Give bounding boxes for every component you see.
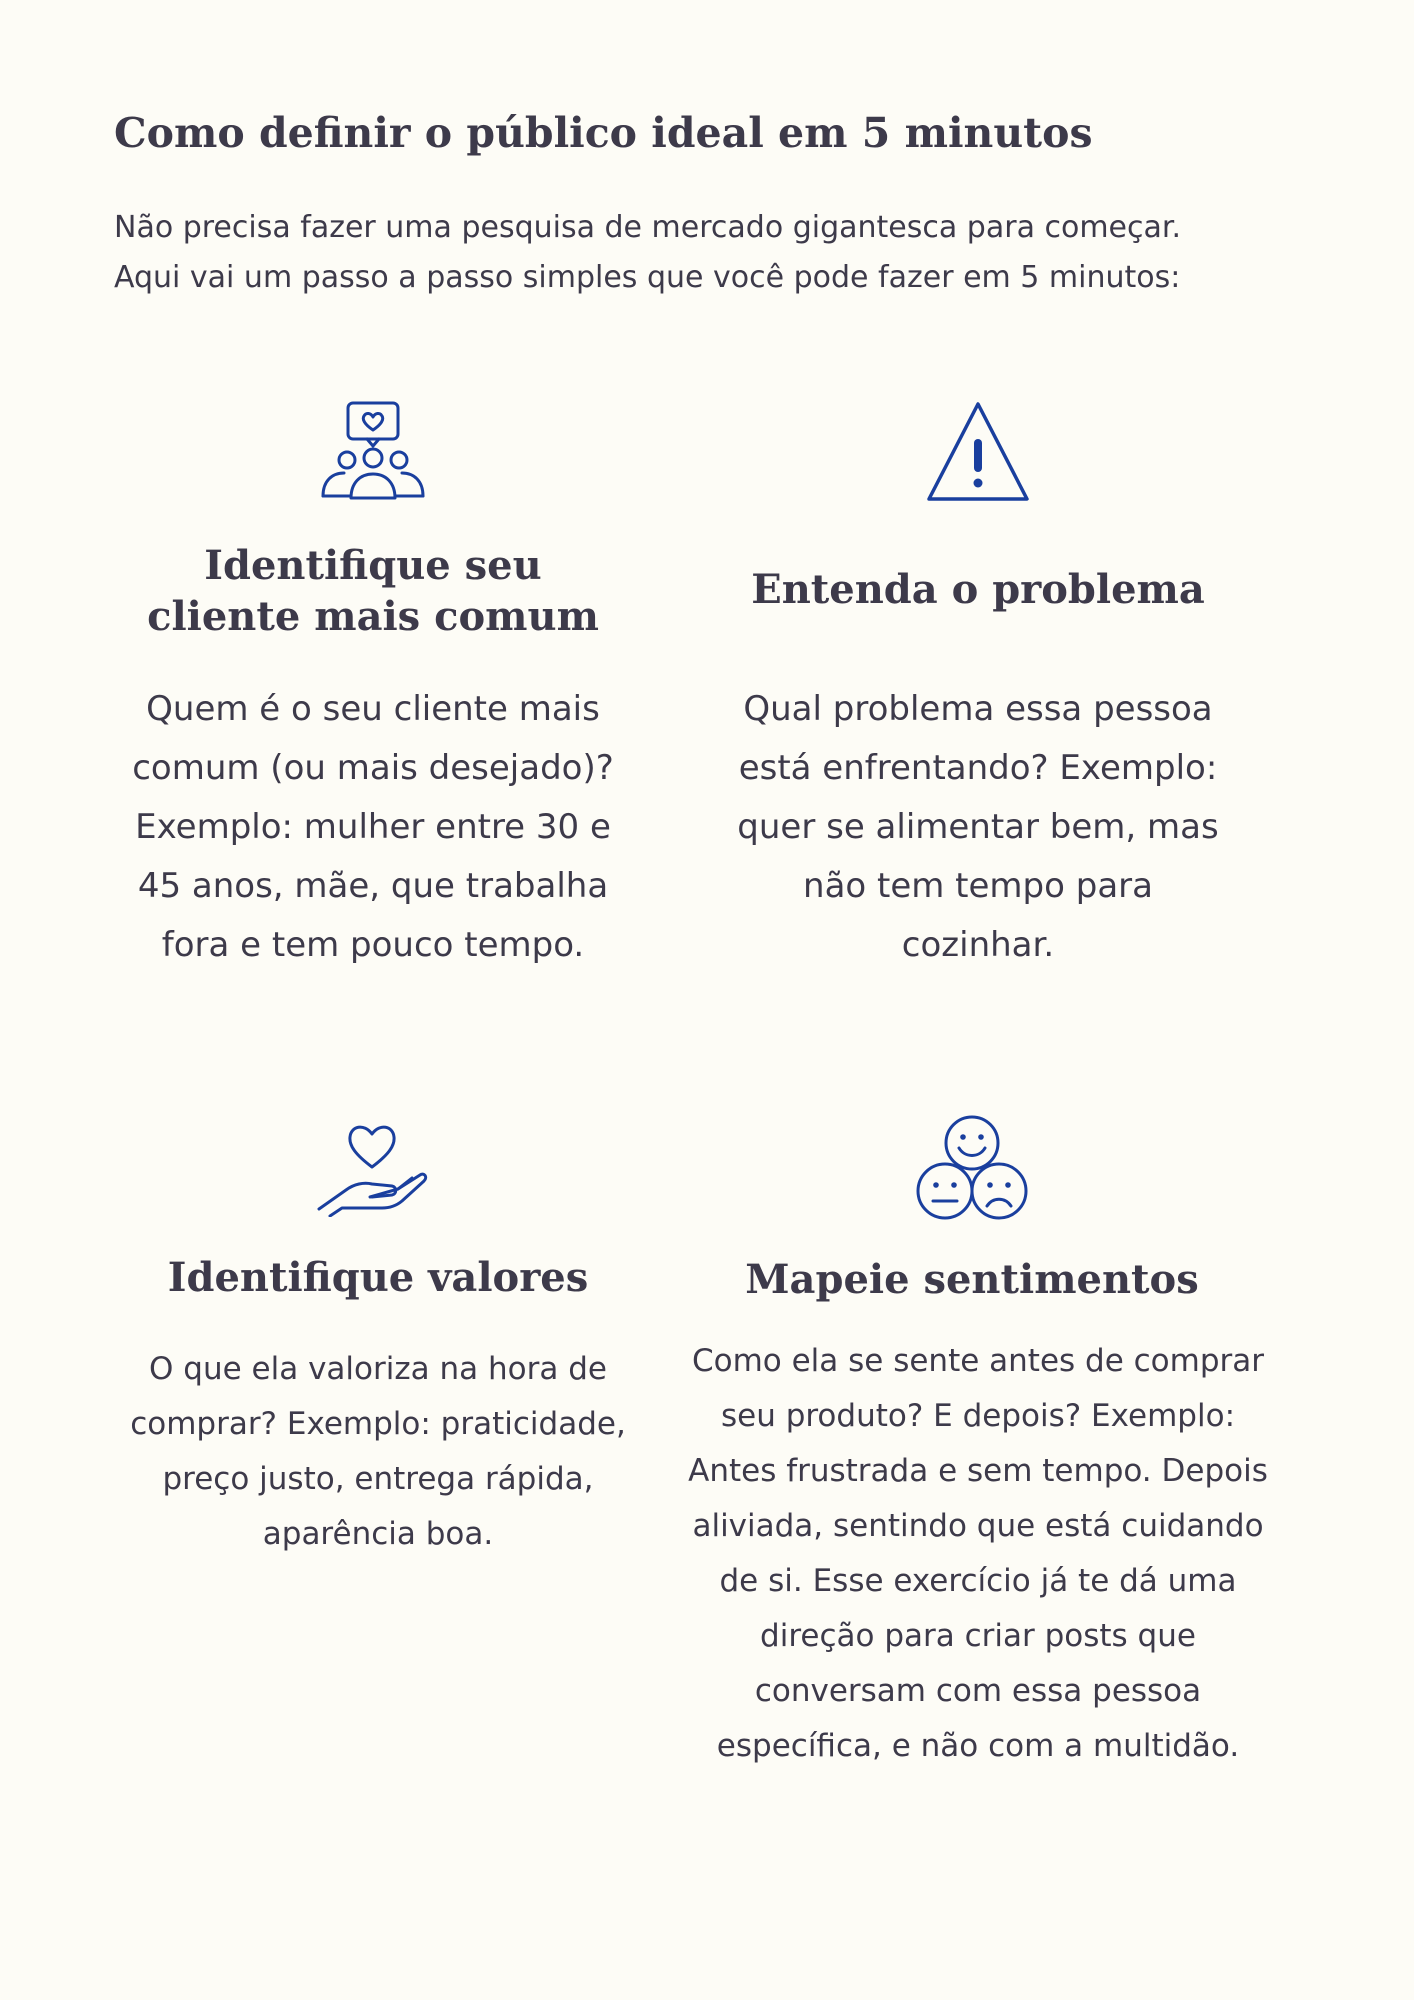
card-text-line: Antes frustrada e sem tempo. Depois [688,1453,1268,1489]
emotions-faces-icon [915,1115,1029,1221]
card-title [108,540,638,642]
intro-line: Aqui vai um passo a passo simples que você pode fazer em 5 minutos: [114,260,1181,295]
warning-icon [925,400,1031,504]
audience-heart-icon [320,400,426,504]
card-text-line: comum (ou mais desejado)? [132,748,614,788]
card-text-line: cozinhar. [901,925,1055,965]
card-title-line: cliente mais comum [147,593,599,640]
card-text-line: conversam com essa pessoa [754,1673,1202,1709]
card-text-line: 45 anos, mãe, que trabalha [137,866,609,906]
card-text-line: quer se alimentar bem, mas [737,807,1219,847]
card-text [83,1342,673,1562]
card-title [113,1252,643,1303]
card-title-line: Entenda o problema [751,566,1205,613]
intro-line: Não precisa fazer uma pesquisa de mercado gigantesca para começar. [114,210,1182,245]
card-text-line: não tem tempo para [803,866,1153,906]
card-text-line: Como ela se sente antes de comprar [691,1343,1265,1379]
card-text-line: aliviada, sentindo que está cuidando [692,1508,1264,1544]
card-title-line: Identifique valores [167,1254,589,1301]
card-text-line: O que ela valoriza na hora de [149,1351,607,1387]
card-title [707,1254,1237,1305]
card-text [83,680,663,975]
card-text-line: está enfrentando? Exemplo: [738,748,1218,788]
card-text [648,1334,1308,1774]
card-text-line: de si. Esse exercício já te dá uma [719,1563,1237,1599]
card-title-line: Identifique seu [204,542,542,589]
card-text-line: preço justo, entrega rápida, [162,1461,594,1497]
card-title-line: Mapeie sentimentos [745,1256,1199,1303]
card-text-line: seu produto? E depois? Exemplo: [720,1398,1236,1434]
hand-heart-icon [316,1115,428,1217]
card-text-line: Qual problema essa pessoa [743,689,1213,729]
card-text-line: comprar? Exemplo: praticidade, [130,1406,626,1442]
card-text [688,680,1268,975]
intro-paragraph [114,203,1314,303]
card-text-line: aparência boa. [262,1516,494,1552]
card-title [713,564,1243,615]
card-text-line: fora e tem pouco tempo. [161,925,585,965]
page-title: Como definir o público ideal em 5 minutos [114,109,1093,157]
card-text-line: direção para criar posts que [760,1618,1196,1654]
card-text-line: específica, e não com a multidão. [716,1728,1240,1764]
card-text-line: Quem é o seu cliente mais [146,689,600,729]
card-text-line: Exemplo: mulher entre 30 e [135,807,611,847]
